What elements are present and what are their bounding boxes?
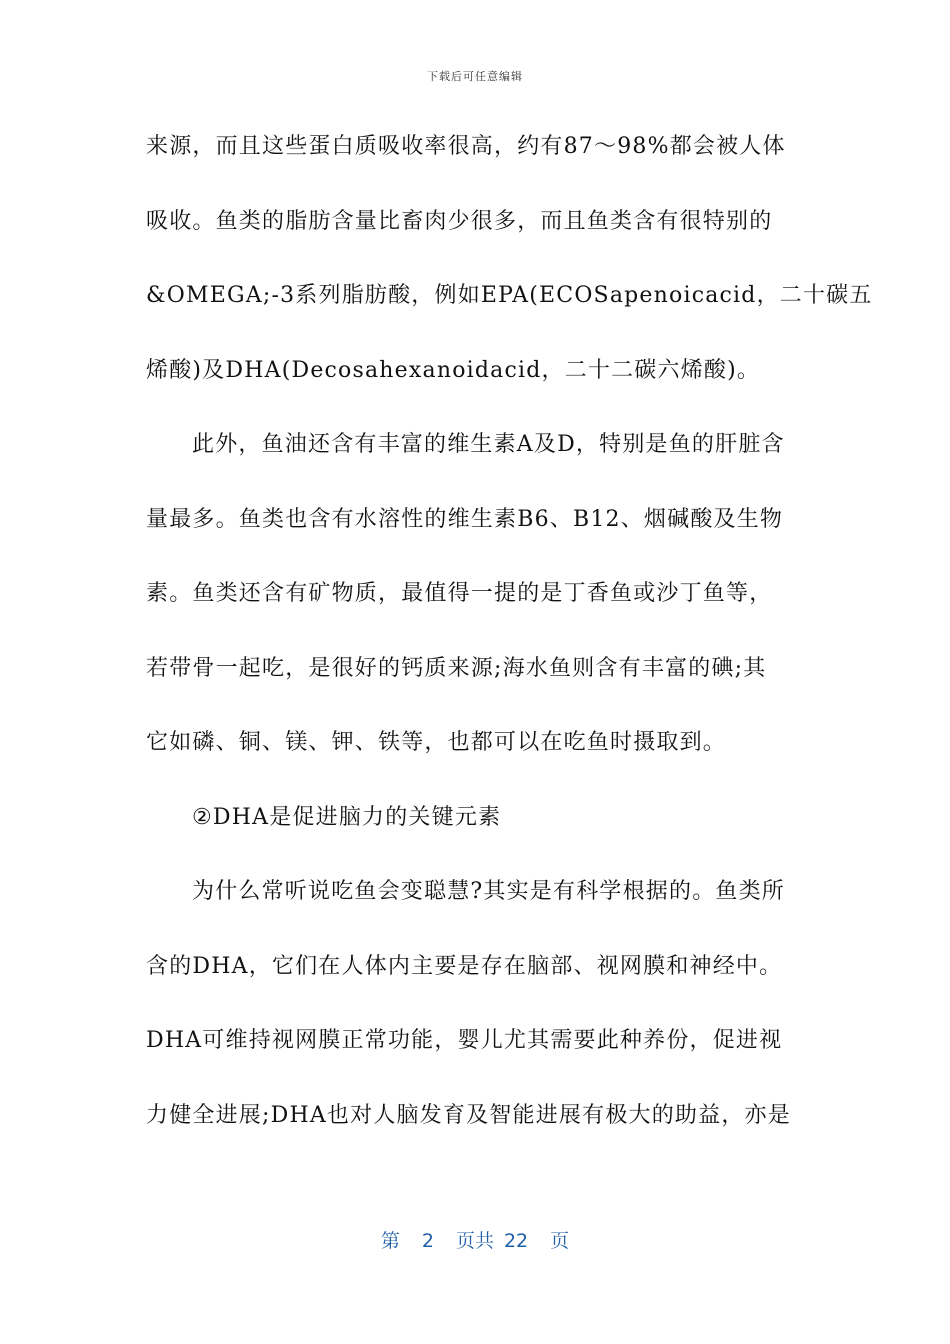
body-line: 来源，而且这些蛋白质吸收率很高，约有87～98%都会被人体 (146, 134, 786, 159)
page-footer (0, 1226, 950, 1253)
body-line: 含的DHA，它们在人体内主要是存在脑部、视网膜和神经中。 (146, 953, 783, 979)
body-line: DHA可维持视网膜正常功能，婴儿尤其需要此种养份，促进视 (146, 1028, 783, 1053)
body-line: 若带骨一起吃，是很好的钙质来源;海水鱼则含有丰富的碘;其 (146, 655, 767, 681)
body-line: 烯酸)及DHA(Decosahexanoidacid，二十二碳六烯酸)。 (146, 357, 761, 383)
body-line: 它如磷、铜、镁、钾、铁等，也都可以在吃鱼时摄取到。 (146, 730, 727, 755)
footer-suffix: 页 (550, 1230, 570, 1252)
body-line: 为什么常听说吃鱼会变聪慧?其实是有科学根据的。鱼类所 (192, 879, 785, 904)
header-note: 下载后可任意编辑 (427, 70, 523, 83)
document-body (146, 124, 873, 1167)
body-line: &OMEGA;-3系列脂肪酸，例如EPA(ECOSapenoicacid，二十碳五 (146, 283, 873, 308)
page-number: 2 (421, 1230, 434, 1252)
body-line: 素。鱼类还含有矿物质，最值得一提的是丁香鱼或沙丁鱼等， (146, 581, 773, 606)
total-pages: 22 (503, 1230, 529, 1252)
body-line: 此外，鱼油还含有丰富的维生素A及D，特别是鱼的肝脏含 (192, 432, 785, 457)
footer-prefix: 第 (380, 1230, 400, 1252)
body-line: 量最多。鱼类也含有水溶性的维生素B6、B12、烟碱酸及生物 (146, 506, 784, 532)
section-heading: ②DHA是促进脑力的关键元素 (192, 804, 502, 830)
footer-middle: 页共 (455, 1230, 494, 1252)
body-line: 吸收。鱼类的脂肪含量比畜肉少很多，而且鱼类含有很特别的 (146, 208, 773, 234)
body-line: 力健全进展;DHA也对人脑发育及智能进展有极大的助益，亦是 (146, 1102, 791, 1128)
